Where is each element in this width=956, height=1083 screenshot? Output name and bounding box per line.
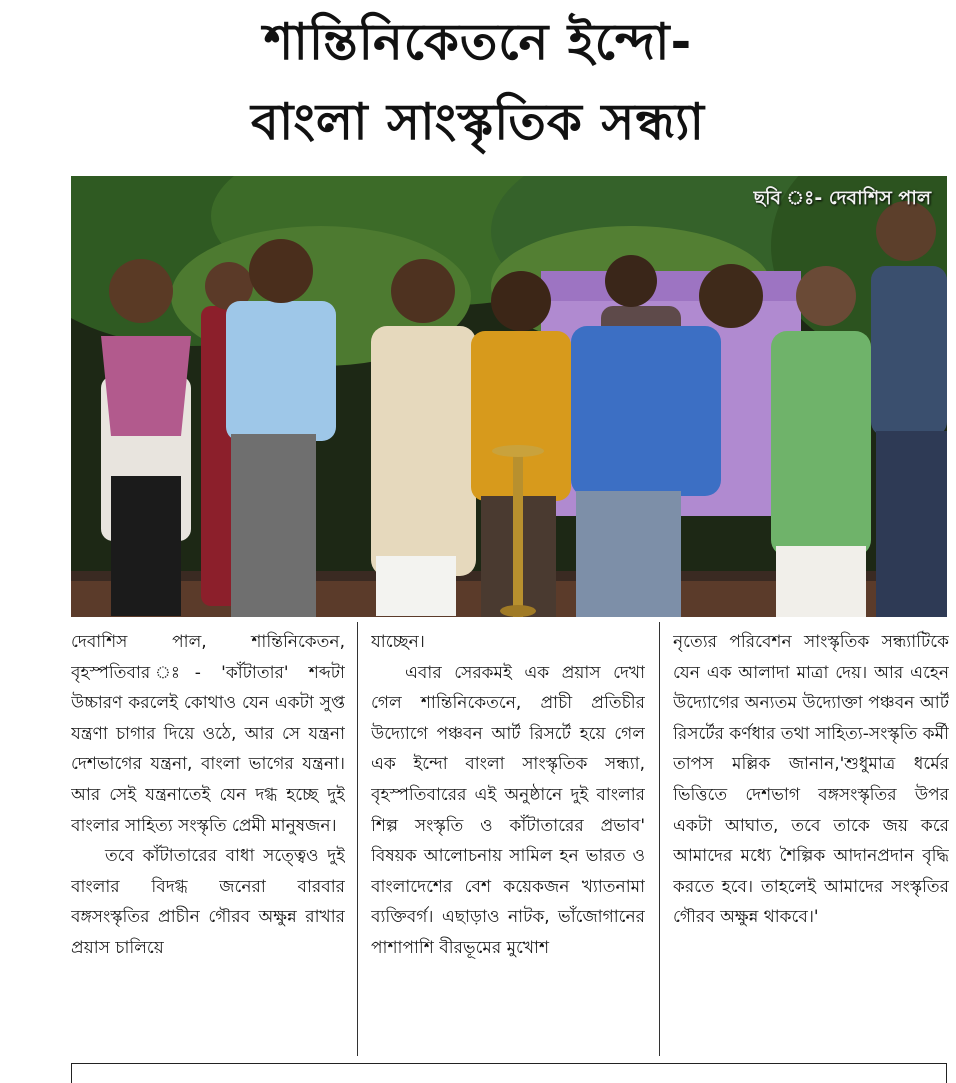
news-photo — [71, 176, 947, 617]
photo-credit: ছবি ঃ- দেবাশিস পাল — [753, 187, 931, 209]
article-column-2 — [371, 627, 645, 1057]
paragraph: দেবাশিস পাল, শান্তিনিকেতন, বৃহস্পতিবার ঃ- 'কাঁটাতার' শব্দটা উচ্চারণ করলেই কোথাও যেন একটা সুপ্ত যন্ত্রণা চাগার দিয়ে ওঠে, আর সে যন্ত্রনা দেশভাগের যন্ত্রনা, বাংলা ভাগের যন্ত্রনা। আর সেই যন্ত্রনাতেই যেন দগ্ধ হচ্ছে দুই বাংলার সাহিত্য সংস্কৃতি প্রেমী মানুষজন। — [71, 632, 345, 836]
event-photo-illustration — [71, 176, 947, 617]
headline-line-2: বাংলা সাংস্কৃতিক সন্ধ্যা — [251, 93, 705, 151]
next-article-border — [71, 1063, 947, 1083]
paragraph: তবে কাঁটাতারের বাধা সত্ত্বেও দুই বাংলার বিদগ্ধ জনেরা বারবার বঙ্গসংস্কৃতির প্রাচীন গৌরব অক্ষুন্ন রাখার প্রয়াস চালিয়ে — [71, 846, 345, 958]
column-divider — [659, 622, 660, 1056]
article-column-1 — [71, 627, 345, 1057]
headline-line-1: শান্তিনিকেতনে ইন্দো- — [263, 13, 693, 71]
paragraph: এবার সেরকমই এক প্রয়াস দেখা গেল শান্তিনিকেতনে, প্রাচী প্রতিচীর উদ্যোগে পঞ্চবন আর্ট রিসর্টে হয়ে গেল এক ইন্দো বাংলা সাংস্কৃতিক সন্ধ্যা, বৃহস্পতিবারের এই অনুষ্ঠানে দুই বাংলার শিল্প সংস্কৃতি ও কাঁটাতারের প্রভাব' বিষয়ক আলোচনায় সামিল হন ভারত ও বাংলাদেশের বেশ কয়েকজন খ্যাতনামা ব্যক্তিবর্গ। এছাড়াও নাটক, ভাঁজোগানের পাশাপাশি বীরভূমের মুখোশ — [371, 662, 645, 958]
column-divider — [357, 622, 358, 1056]
paragraph: যাচ্ছেন। — [371, 632, 425, 652]
paragraph: নৃত্যের পরিবেশন সাংস্কৃতিক সন্ধ্যাটিকে যেন এক আলাদা মাত্রা দেয়। আর এহেন উদ্যোগের অন্যতম উদ্যোক্তা পঞ্চবন আর্ট রিসর্টের কর্ণধার তথা সাহিত্য-সংস্কৃতি কর্মী তাপস মল্লিক জানান,'শুধুমাত্র ধর্মের ভিত্তিতে দেশভাগ বঙ্গসংস্কৃতির উপর একটা আঘাত, তবে তাকে জয় করে আমাদের মধ্যে শৈল্পিক আদানপ্রদান বৃদ্ধি করতে হবে। তাহলেই আমাদের সংস্কৃতির গৌরব অক্ষুন্ন থাকবে।' — [673, 632, 949, 928]
article-column-3 — [673, 627, 949, 1057]
